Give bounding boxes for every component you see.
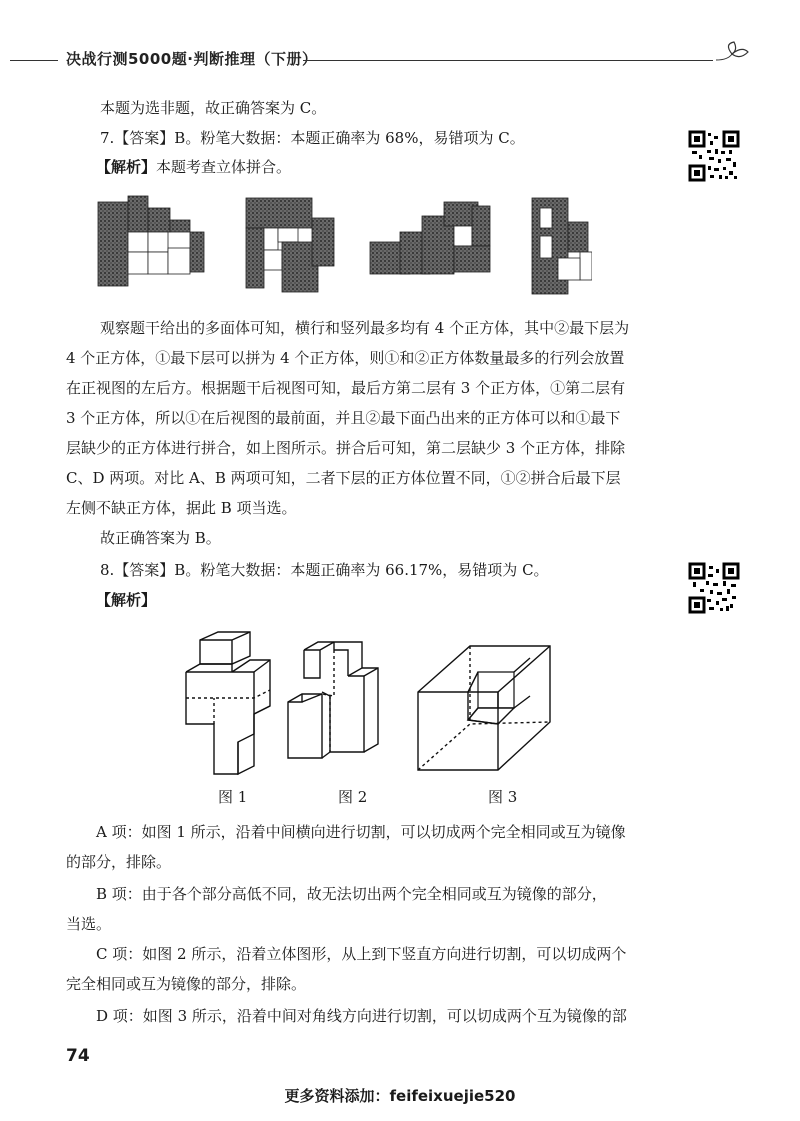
running-header [0, 44, 800, 74]
q7-answer: 7.【答案】B。粉笔大数据：本题正确率为 68%，易错项为 C。 [100, 129, 525, 147]
analysis-paragraph-line-3: 在正视图的左后方。根据题干后视图可知，最后方第二层有 3 个正方体，①第二层有 [66, 379, 626, 397]
analysis-paragraph-line-1: 观察题干给出的多面体可知，横行和竖列最多均有 4 个正方体，其中②最下层为 [100, 319, 630, 337]
figure-1-drawing [186, 632, 270, 774]
figure-1-caption: 图 1 [218, 788, 248, 806]
analysis-paragraph-line-7: 左侧不缺正方体，据此 B 项当选。 [66, 499, 297, 517]
figure-3-drawing [418, 646, 550, 770]
figure-2-caption: 图 2 [338, 788, 368, 806]
option-b-line-2: 当选。 [66, 915, 112, 933]
option-d-line-1: D 项：如图 3 所示，沿着中间对角线方向进行切割，可以切成两个互为镜像的部 [96, 1007, 627, 1025]
header-title: 决战行测5000题·判断推理（下册） [66, 50, 318, 68]
analysis-paragraph-line-6: C、D 两项。对比 A、B 两项可知，二者下层的正方体位置不同，①②拼合后最下层 [66, 469, 621, 487]
option-c-line-1: C 项：如图 2 所示，沿着立体图形，从上到下竖直方向进行切割，可以切成两个 [96, 945, 627, 963]
voxel-figure-b [246, 198, 334, 292]
option-b-line-1: B 项：由于各个部分高低不同，故无法切出两个完全相同或互为镜像的部分， [96, 885, 607, 903]
cut-figures [178, 624, 568, 784]
option-a-line-2: 的部分，排除。 [66, 853, 172, 871]
q7-analysis-label: 【解析】 [96, 158, 157, 176]
sprout-icon [714, 40, 754, 66]
voxel-figure-d [532, 198, 592, 294]
analysis-paragraph-line-2: 4 个正方体，①最下层可以拼为 4 个正方体，则①和②正方体数量最多的行列会放置 [66, 349, 625, 367]
q8-analysis-label: 【解析】 [96, 591, 157, 609]
line-conclusion-6: 本题为选非题，故正确答案为 C。 [100, 99, 327, 117]
voxel-figure-a [98, 196, 204, 286]
q7-analysis-text: 本题考查立体拼合。 [156, 158, 292, 176]
conclusion-7: 故正确答案为 B。 [100, 529, 221, 547]
option-c-line-2: 完全相同或互为镜像的部分，排除。 [66, 975, 307, 993]
q8-answer: 8.【答案】B。粉笔大数据：本题正确率为 66.17%，易错项为 C。 [100, 561, 549, 579]
qr-code-icon[interactable] [688, 562, 740, 614]
analysis-paragraph-line-5: 层缺少的正方体进行拼合，如上图所示。拼合后可知，第二层缺少 3 个正方体，排除 [66, 439, 626, 457]
voxel-figure-c [370, 202, 490, 274]
footer-note: 更多资料添加：feifeixuejie520 [284, 1087, 516, 1105]
q7-analysis [96, 157, 291, 177]
figure-2-drawing [288, 642, 378, 758]
header-rule-left [10, 60, 58, 61]
figure-3-caption: 图 3 [488, 788, 518, 806]
qr-code-icon[interactable] [688, 130, 740, 182]
header-rule-right [303, 60, 713, 61]
solid-assembly-figures [92, 188, 592, 298]
option-a-line-1: A 项：如图 1 所示，沿着中间横向进行切割，可以切成两个完全相同或互为镜像 [96, 823, 626, 841]
page-number: 74 [66, 1046, 90, 1066]
analysis-paragraph-line-4: 3 个正方体，所以①在后视图的最前面，并且②最下面凸出来的正方体可以和①最下 [66, 409, 621, 427]
